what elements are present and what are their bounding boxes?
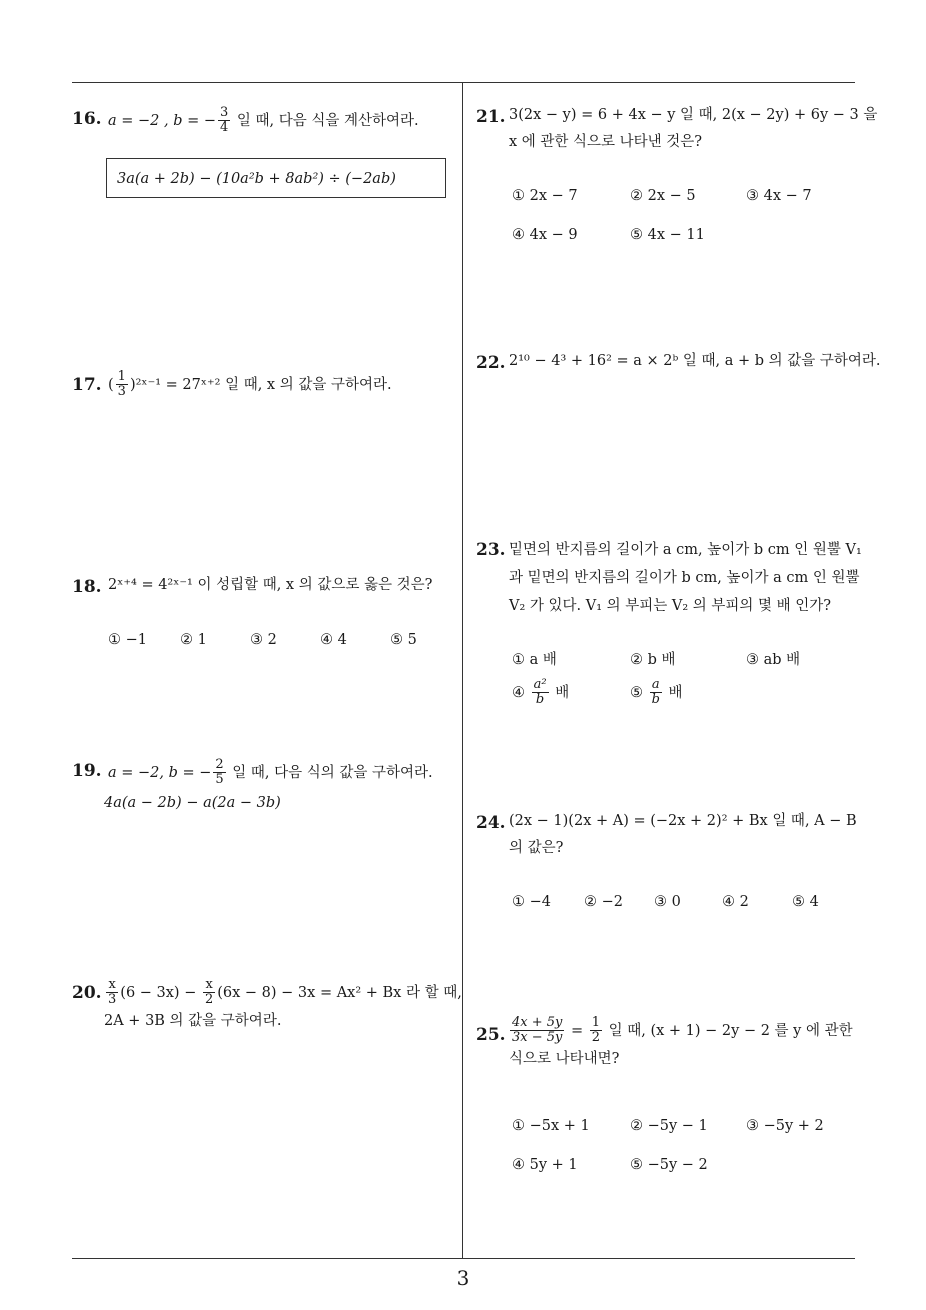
choice-2[interactable]: ② −5y − 1 xyxy=(630,1118,708,1134)
q24-choices xyxy=(512,894,852,918)
fraction: $\frac{4x + 5y}{3x - 5y}$ xyxy=(512,1015,563,1046)
choice-5[interactable]: ⑤ $\frac{a}{b}$ 배 xyxy=(630,677,683,708)
choice-1[interactable]: ① −5x + 1 xyxy=(512,1118,590,1134)
q19-expression: 4a(a − 2b) − a(2a − 3b) xyxy=(104,795,281,811)
question-21 xyxy=(476,102,878,156)
choice-2[interactable]: ② b 배 xyxy=(630,652,676,668)
choice-3[interactable]: ③ ab 배 xyxy=(746,652,801,668)
question-number: 20. xyxy=(72,983,102,1003)
choice-4[interactable]: ④ 2 xyxy=(722,894,749,910)
choice-5[interactable]: ⑤ 4x − 11 xyxy=(630,227,705,243)
fraction: $\frac{2}{5}$ xyxy=(215,757,224,788)
choice-4[interactable]: ④ 4x − 9 xyxy=(512,227,578,243)
fraction: $\frac{a}{b}$ xyxy=(651,677,660,708)
choice-3[interactable]: ③ 4x − 7 xyxy=(746,188,812,204)
fraction: $\frac{x}{3}$ xyxy=(108,977,117,1008)
q23-line1: 밑면의 반지름의 길이가 a cm, 높이가 b cm 인 원뿔 V₁ xyxy=(509,542,862,558)
question-number: 23. xyxy=(476,540,506,560)
choice-3[interactable]: ③ −5y + 2 xyxy=(746,1118,824,1134)
question-25: 25. $\frac{4x + 5y}{3x - 5y}$ = $\frac{1}{2}$ 일 때, (x + 1) − 2y − 2 를 y 에 관한 식으로 나타내면? xyxy=(476,1016,861,1072)
choice-4[interactable]: ④ $\frac{\text{a²}}{b}$ 배 xyxy=(512,677,570,708)
choice-2[interactable]: ② 1 xyxy=(180,632,207,648)
question-20: 20. $\frac{x}{3}$ (6 − 3x) − $\frac{x}{2}$ (6x − 8) − 3x = Ax² + Bx 라 할 때, 2A + 3B 의 값을 구하여라. xyxy=(72,978,462,1034)
question-number: 22. xyxy=(476,353,506,373)
question-number: 24. xyxy=(476,813,506,833)
question-18 xyxy=(72,572,457,599)
question-16 xyxy=(72,104,457,136)
top-rule xyxy=(72,82,855,83)
choice-4[interactable]: ④ 4 xyxy=(320,632,347,648)
choice-2[interactable]: ② 2x − 5 xyxy=(630,188,696,204)
q18-choices xyxy=(108,632,458,656)
q17-prompt: )²ˣ⁻¹ = 27ˣ⁺² 일 때, x 의 값을 구하여라. xyxy=(129,376,392,393)
choice-1[interactable]: ① −1 xyxy=(108,632,147,648)
q25-line2: 식으로 나타내면? xyxy=(509,1050,620,1067)
question-number: 21. xyxy=(476,107,506,127)
q21-choices xyxy=(512,188,852,248)
q21-line1: 3(2x − y) = 6 + 4x − y 일 때, 2(x − 2y) + 6y − 3 을 xyxy=(509,107,878,123)
expression-box: 3a(a + 2b) − (10a²b + 8ab²) ÷ (−2ab) xyxy=(106,158,446,198)
fraction: $\frac{\text{a²}}{b}$ xyxy=(533,677,547,708)
q20-line2: 2A + 3B 의 값을 구하여라. xyxy=(104,1012,282,1029)
question-24 xyxy=(476,808,861,862)
choice-5[interactable]: ⑤ −5y − 2 xyxy=(630,1157,708,1173)
q16-condition: a = −2 , b = − xyxy=(108,112,217,129)
q18-prompt: 2ˣ⁺⁴ = 4²ˣ⁻¹ 이 성립할 때, x 의 값으로 옳은 것은? xyxy=(108,577,433,593)
q24-line2: 의 값은? xyxy=(509,839,564,856)
question-number: 18. xyxy=(72,577,102,597)
fraction: $\frac{1}{3}$ xyxy=(117,369,126,400)
page-number: 3 xyxy=(456,1266,470,1290)
fraction: $\frac{x}{2}$ xyxy=(204,977,214,1008)
choice-1[interactable]: ① a 배 xyxy=(512,652,557,668)
q22-prompt: 2¹⁰ − 4³ + 16² = a × 2ᵇ 일 때, a + b 의 값을 구하여라. xyxy=(509,353,881,369)
q25-prompt: 일 때, (x + 1) − 2y − 2 를 y 에 관한 xyxy=(604,1022,853,1039)
choice-4[interactable]: ④ 5y + 1 xyxy=(512,1157,578,1173)
question-number: 16. xyxy=(72,109,102,129)
q23-line2: 과 밑면의 반지름의 길이가 b cm, 높이가 a cm 인 원뿔 xyxy=(509,570,860,586)
fraction: $\frac{1}{2}$ xyxy=(591,1015,601,1046)
choice-5[interactable]: ⑤ 4 xyxy=(792,894,819,910)
question-19: 19. a = −2, b = − $\frac{2}{5}$ 일 때, 다음 식의 값을 구하여라. xyxy=(72,757,433,788)
column-divider xyxy=(462,82,463,1258)
q24-line1: (2x − 1)(2x + A) = (−2x + 2)² + Bx 일 때, A − B xyxy=(509,813,857,829)
question-22 xyxy=(476,348,881,375)
q20-prompt: (6x − 8) − 3x = Ax² + Bx 라 할 때, xyxy=(217,984,462,1001)
question-17: 17. ( $\frac{1}{3}$ )²ˣ⁻¹ = 27ˣ⁺² 일 때, x 의 값을 구하여라. xyxy=(72,370,457,400)
question-number: 25. xyxy=(476,1025,506,1045)
q23-choices xyxy=(512,648,852,728)
choice-5[interactable]: ⑤ 5 xyxy=(390,632,417,648)
choice-2[interactable]: ② −2 xyxy=(584,894,623,910)
choice-1[interactable]: ① 2x − 7 xyxy=(512,188,578,204)
choice-1[interactable]: ① −4 xyxy=(512,894,551,910)
q23-line3: V₂ 가 있다. V₁ 의 부피는 V₂ 의 부피의 몇 배 인가? xyxy=(509,598,832,614)
choice-3[interactable]: ③ 0 xyxy=(654,894,681,910)
q19-prompt: 일 때, 다음 식의 값을 구하여라. xyxy=(227,764,433,781)
question-number: 19. xyxy=(72,761,102,781)
bottom-rule xyxy=(72,1258,855,1259)
q16-prompt: 일 때, 다음 식을 계산하여라. xyxy=(232,112,419,129)
question-23 xyxy=(476,536,861,620)
question-number: 17. xyxy=(72,375,102,395)
choice-3[interactable]: ③ 2 xyxy=(250,632,277,648)
q21-line2: x 에 관한 식으로 나타낸 것은? xyxy=(509,133,703,150)
fraction: $\frac{3}{4}$ xyxy=(220,105,229,136)
q25-choices xyxy=(512,1118,852,1178)
